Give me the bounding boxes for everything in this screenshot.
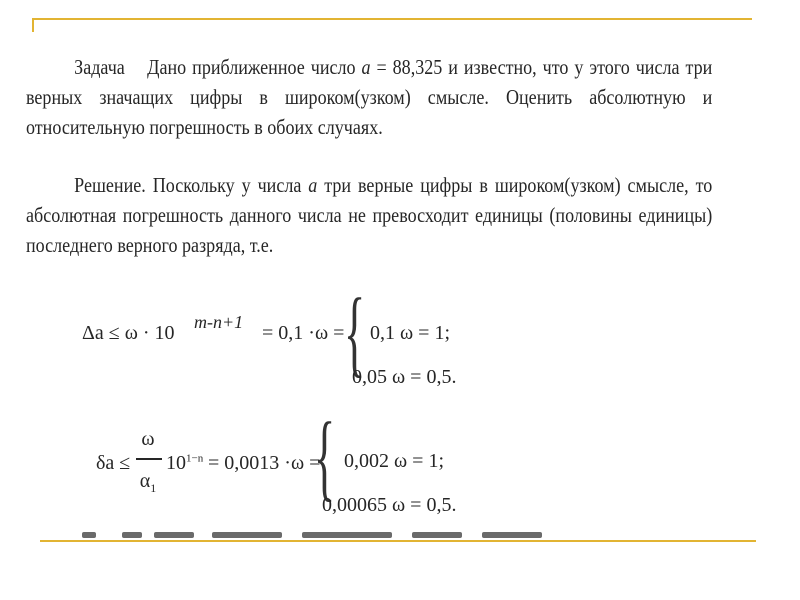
abs-error-brace: { — [344, 279, 366, 387]
task-paragraph — [26, 52, 712, 142]
rel-error-fraction-bar — [136, 458, 162, 460]
task-var-a: a — [361, 55, 371, 79]
truncated-next-line — [82, 528, 552, 540]
task-text-1: Дано приближенное число — [147, 55, 362, 79]
solution-rest: три верные цифры в широком(узком) смысле, то абсолютная погрешность данного числа не превосходит единицы (половины единицы) последнего верного разряда, т.е. — [26, 173, 713, 257]
solution-paragraph — [26, 170, 712, 260]
rel-error-case-1: 0,002 ω = 1; — [344, 450, 444, 472]
abs-error-exponent: m-n+1 — [194, 312, 244, 332]
rel-error-power: $10^{1-n}$ — [166, 452, 204, 474]
task-label: Задача — [74, 55, 125, 79]
rel-error-lhs: δa ≤ — [96, 452, 131, 474]
rel-error-numerator: ω — [141, 428, 155, 450]
rel-error-mid: = 0,0013 ·ω = — [208, 452, 321, 474]
abs-error-lhs: Δa ≤ ω · 10 — [82, 322, 175, 344]
abs-error-mid: = 0,1 ·ω = — [262, 322, 345, 344]
bottom-rule — [40, 540, 756, 542]
top-rule-tick — [32, 18, 34, 32]
rel-error-case-2: 0,00065 ω = 0,5. — [322, 494, 457, 516]
abs-error-case-1: 0,1 ω = 1; — [370, 322, 450, 344]
rel-error-denominator: $\alpha_1$ — [139, 470, 157, 495]
rel-error-brace: { — [314, 403, 336, 511]
top-rule — [32, 18, 752, 20]
task-text-2: = 88,325 и известно, что у этого числа три верных значащих цифры в широком(узком) смысле. Оценить абсолютную и относительную погрешность в обоих случаях. — [26, 55, 713, 139]
abs-error-case-2: 0,05 ω = 0,5. — [352, 366, 457, 388]
solution-var-a: a — [308, 173, 318, 197]
solution-lead: Решение. Поскольку у числа — [74, 173, 309, 197]
